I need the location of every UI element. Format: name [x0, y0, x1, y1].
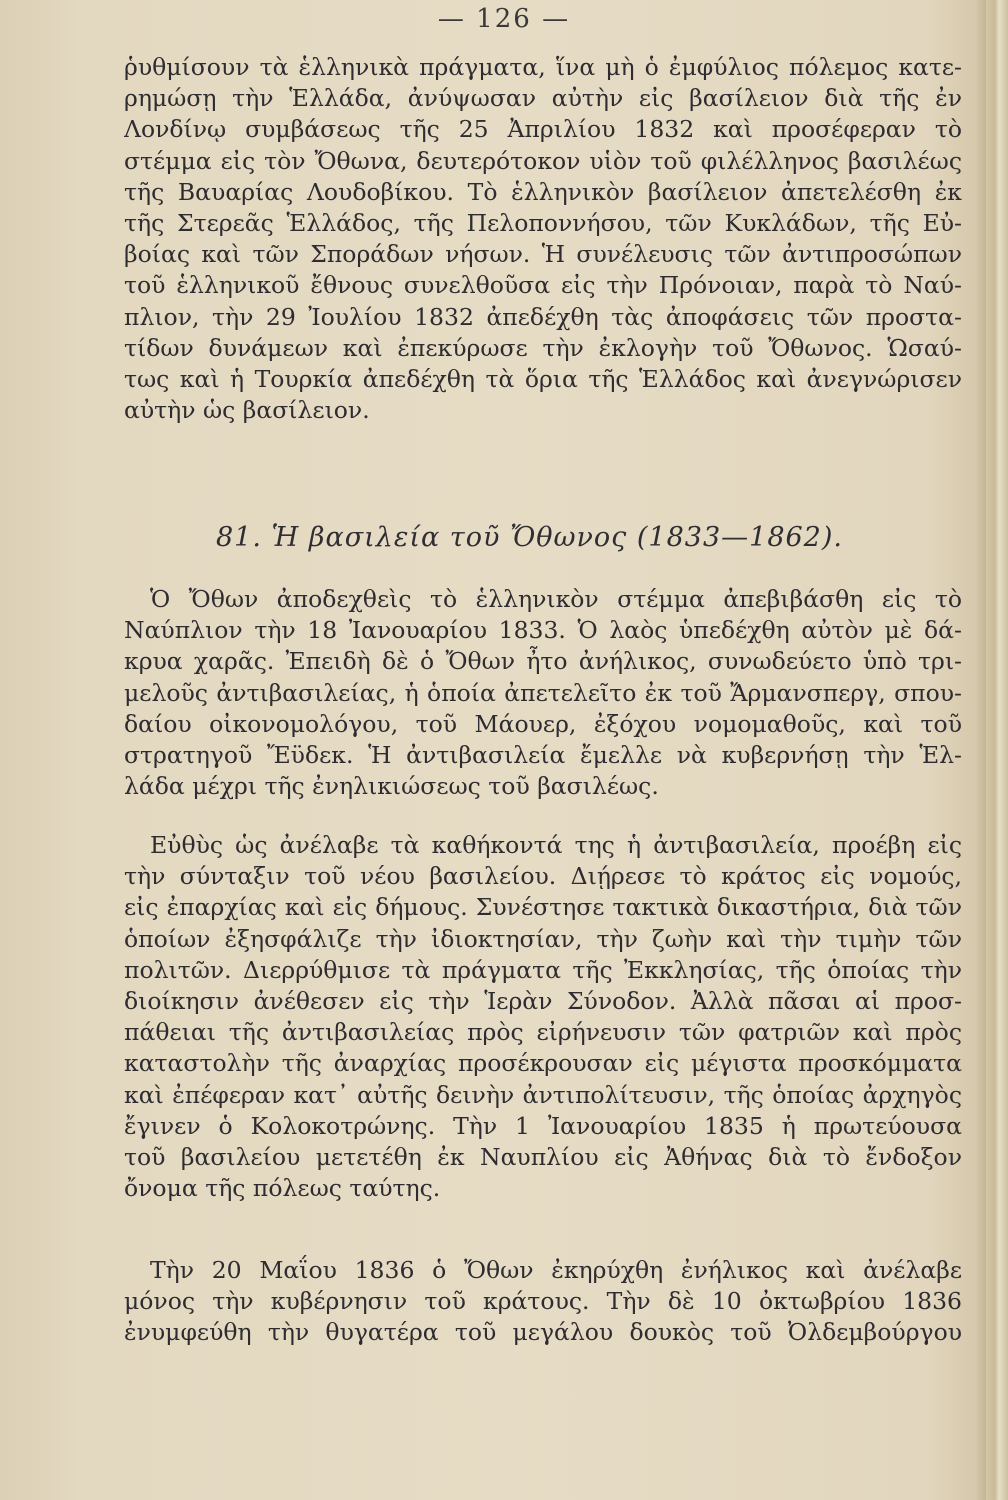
text-line: διοίκησιν ἀνέθεσεν εἰς τὴν Ἱερὰν Σύνοδον. Ἀλλὰ πᾶσαι αἱ προσ- — [124, 987, 962, 1016]
text-line: ἐνυμφεύθη τὴν θυγατέρα τοῦ μεγάλου δουκὸς τοῦ Ὀλδεμβούργου — [124, 1318, 962, 1347]
text-line: πολιτῶν. Διερρύθμισε τὰ πράγματα τῆς Ἐκκλησίας, τῆς ὁποίας τὴν — [124, 955, 962, 984]
text-line: τῆς Βαυαρίας Λουδοβίκου. Τὸ ἑλληνικὸν βασίλειον ἀπετελέσθη ἐκ — [124, 177, 962, 206]
text-line: τὴν σύνταξιν τοῦ νέου βασιλείου. Διῄρεσε τὸ κράτος εἰς νομούς, — [124, 862, 962, 891]
text-line: τως καὶ ἡ Τουρκία ἀπεδέχθη τὰ ὅρια τῆς Ἑλλάδος καὶ ἀνεγνώρισεν — [124, 365, 962, 394]
text-line: ὁποίων ἐξησφάλιζε τὴν ἰδιοκτησίαν, τὴν ζωὴν καὶ τὴν τιμὴν τῶν — [124, 924, 962, 953]
text-line: Ὁ Ὄθων ἀποδεχθεὶς τὸ ἑλληνικὸν στέμμα ἀπεβιβάσθη εἰς τὸ — [150, 585, 962, 613]
text-line: μελοῦς ἀντιβασιλείας, ἡ ὁποία ἀπετελεῖτο ἐκ τοῦ Ἄρμανσπεργ, σπου- — [124, 678, 962, 707]
text-line: τοῦ ἑλληνικοῦ ἔθνους συνελθοῦσα εἰς τὴν Πρόνοιαν, παρὰ τὸ Ναύ- — [124, 271, 962, 300]
text-line: τίδων δυνάμεων καὶ ἐπεκύρωσε τὴν ἐκλογὴν τοῦ Ὄθωνος. Ὡσαύ- — [124, 333, 962, 362]
text-line: Εὐθὺς ὡς ἀνέλαβε τὰ καθήκοντά της ἡ ἀντιβασιλεία, προέβη εἰς — [150, 831, 962, 859]
section-heading: 81. Ἡ βασιλεία τοῦ Ὄθωνος (1833—1862). — [216, 522, 843, 553]
paragraph-2 — [124, 584, 962, 802]
text-line: ῥυθμίσουν τὰ ἑλληνικὰ πράγματα, ἵνα μὴ ὁ ἐμφύλιος πόλεμος κατε- — [124, 53, 962, 81]
text-line: τοῦ βασιλείου μετετέθη ἐκ Ναυπλίου εἰς Ἀθήνας διὰ τὸ ἔνδοξον — [124, 1143, 962, 1172]
text-line: μόνος τὴν κυβέρνησιν τοῦ κράτους. Τὴν δὲ 10 ὀκτωβρίου 1836 — [124, 1287, 962, 1316]
text-line: δαίου οἰκονομολόγου, τοῦ Μάουερ, ἐξόχου νομομαθοῦς, καὶ τοῦ — [124, 709, 962, 738]
text-line: Ναύπλιον τὴν 18 Ἰανουαρίου 1833. Ὁ λαὸς ὑπεδέχθη αὐτὸν μὲ δά- — [124, 616, 962, 645]
text-line: κρυα χαρᾶς. Ἐπειδὴ δὲ ὁ Ὄθων ἦτο ἀνήλικος, συνωδεύετο ὑπὸ τρι- — [124, 647, 962, 676]
paragraph-3 — [124, 830, 962, 1204]
paragraph-1 — [124, 52, 962, 426]
text-line: καὶ ἐπέφεραν κατ᾽ αὐτῆς δεινὴν ἀντιπολίτευσιν, τῆς ὁποίας ἀρχηγὸς — [124, 1080, 962, 1109]
text-line: ὄνομα τῆς πόλεως ταύτης. — [124, 1174, 441, 1203]
text-line: τῆς Στερεᾶς Ἑλλάδος, τῆς Πελοποννήσου, τῶν Κυκλάδων, τῆς Εὐ- — [124, 209, 962, 238]
text-line: πάθειαι τῆς ἀντιβασιλείας πρὸς εἰρήνευσιν τῶν φατριῶν καὶ πρὸς — [124, 1018, 962, 1047]
page-number: — 126 — — [437, 4, 571, 34]
text-line: βοίας καὶ τῶν Σποράδων νήσων. Ἡ συνέλευσις τῶν ἀντιπροσώπων — [124, 240, 962, 269]
text-line: πλιον, τὴν 29 Ἰουλίου 1832 ἀπεδέχθη τὰς ἀποφάσεις τῶν προστα- — [124, 302, 962, 331]
text-line: στρατηγοῦ Ἔϋδεκ. Ἡ ἀντιβασιλεία ἔμελλε νὰ κυβερνήσῃ τὴν Ἑλ- — [124, 741, 962, 770]
text-line: ἔγινεν ὁ Κολοκοτρώνης. Τὴν 1 Ἰανουαρίου 1835 ἡ πρωτεύουσα — [124, 1111, 962, 1140]
text-line: Τὴν 20 Μαΐου 1836 ὁ Ὄθων ἐκηρύχθη ἐνήλικος καὶ ἀνέλαβε — [150, 1256, 962, 1284]
text-line: εἰς ἐπαρχίας καὶ εἰς δήμους. Συνέστησε τακτικὰ δικαστήρια, διὰ τῶν — [124, 893, 962, 922]
page-gutter-shadow — [976, 0, 986, 1500]
text-line: λάδα μέχρι τῆς ἐνηλικιώσεως τοῦ βασιλέως. — [124, 772, 659, 801]
paragraph-4 — [124, 1255, 962, 1349]
text-line: αὐτὴν ὡς βασίλειον. — [124, 396, 370, 425]
text-line: ρημώσῃ τὴν Ἑλλάδα, ἀνύψωσαν αὐτὴν εἰς βασίλειον διὰ τῆς ἐν — [124, 84, 962, 113]
text-line: καταστολὴν τῆς ἀναρχίας προσέκρουσαν εἰς μέγιστα προσκόμματα — [124, 1049, 962, 1078]
page-edge — [986, 0, 1008, 1500]
text-line: στέμμα εἰς τὸν Ὄθωνα, δευτερότοκον υἱὸν τοῦ φιλέλληνος βασιλέως — [124, 146, 962, 175]
text-line: Λονδίνῳ συμβάσεως τῆς 25 Ἀπριλίου 1832 καὶ προσέφεραν τὸ — [124, 115, 962, 144]
